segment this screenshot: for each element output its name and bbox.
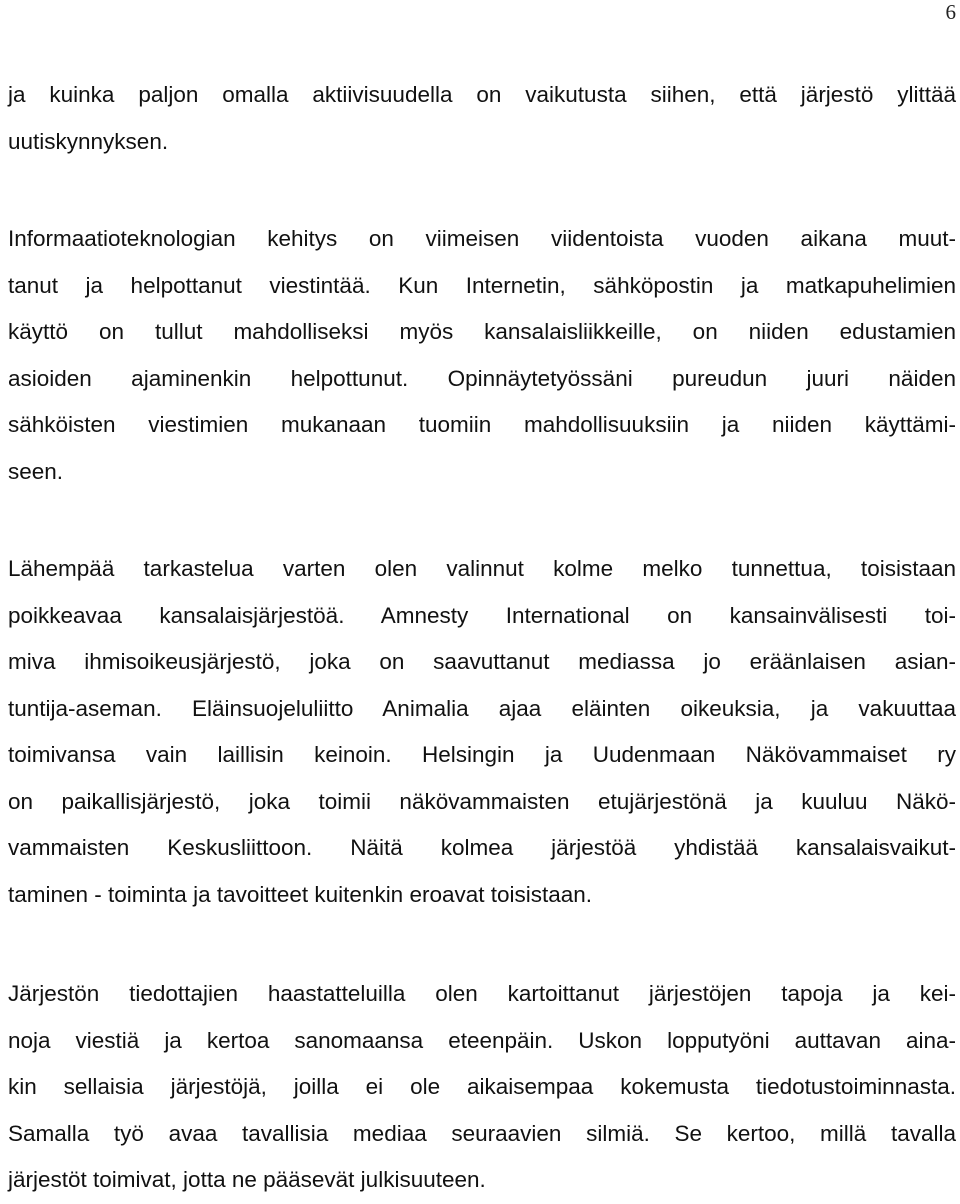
text-line: Samalla työ avaa tavallisia mediaa seuraavien silmiä. Se kertoo, millä tavalla: [8, 1120, 956, 1146]
text-line: toimivansa vain laillisin keinoin. Helsingin ja Uudenmaan Näkövammaiset ry: [8, 742, 956, 767]
text-line: vammaisten Keskusliittoon. Näitä kolmea järjestöä yhdistää kansalaisvaikut-: [8, 835, 956, 860]
text-line: sähköisten viestimien mukanaan tuomiin mahdollisuuksiin ja niiden käyttämi-: [8, 412, 956, 437]
text-line: noja viestiä ja kertoa sanomaansa eteenpäin. Uskon lopputyöni auttavan aina-: [8, 1027, 956, 1053]
text-line: järjestöt toimivat, jotta ne pääsevät julkisuuteen.: [8, 1167, 486, 1192]
text-line: käyttö on tullut mahdolliseksi myös kansalaisliikkeille, on niiden edustamien: [8, 319, 956, 344]
text-line: Järjestön tiedottajien haastatteluilla olen kartoittanut järjestöjen tapoja ja kei-: [8, 981, 956, 1006]
paragraph-3: [8, 546, 956, 918]
text-line: miva ihmisoikeusjärjestö, joka on saavuttanut mediassa jo eräänlaisen asian-: [8, 649, 956, 674]
paragraph-2: [8, 216, 956, 495]
page-number: 6: [945, 0, 956, 24]
text-line: on paikallisjärjestö, joka toimii näkövammaisten etujärjestönä ja kuuluu Näkö-: [8, 788, 956, 814]
paragraph-4: [8, 971, 956, 1204]
text-line: Lähempää tarkastelua varten olen valinnut kolme melko tunnettua, toisistaan: [8, 556, 956, 581]
text-line: taminen - toiminta ja tavoitteet kuitenkin eroavat toisistaan.: [8, 881, 593, 907]
text-line: asioiden ajaminenkin helpottunut. Opinnäytetyössäni pureudun juuri näiden: [8, 365, 956, 391]
text-line: poikkeavaa kansalaisjärjestöä. Amnesty International on kansainvälisesti toi-: [8, 602, 956, 628]
text-line: seen.: [8, 458, 64, 484]
text-line: ja kuinka paljon omalla aktiivisuudella on vaikutusta siihen, että järjestö ylittää: [8, 82, 956, 107]
text-line: tuntija-aseman. Eläinsuojeluliitto Animalia ajaa eläinten oikeuksia, ja vakuuttaa: [8, 695, 956, 721]
paragraph-1: [8, 72, 956, 165]
text-line: tanut ja helpottanut viestintää. Kun Internetin, sähköpostin ja matkapuhelimien: [8, 272, 956, 298]
text-line: kin sellaisia järjestöjä, joilla ei ole aikaisempaa kokemusta tiedotustoiminnasta.: [8, 1074, 956, 1099]
text-line: Informaatioteknologian kehitys on viimeisen viidentoista vuoden aikana muut-: [8, 226, 956, 251]
text-line: uutiskynnyksen.: [8, 128, 169, 154]
